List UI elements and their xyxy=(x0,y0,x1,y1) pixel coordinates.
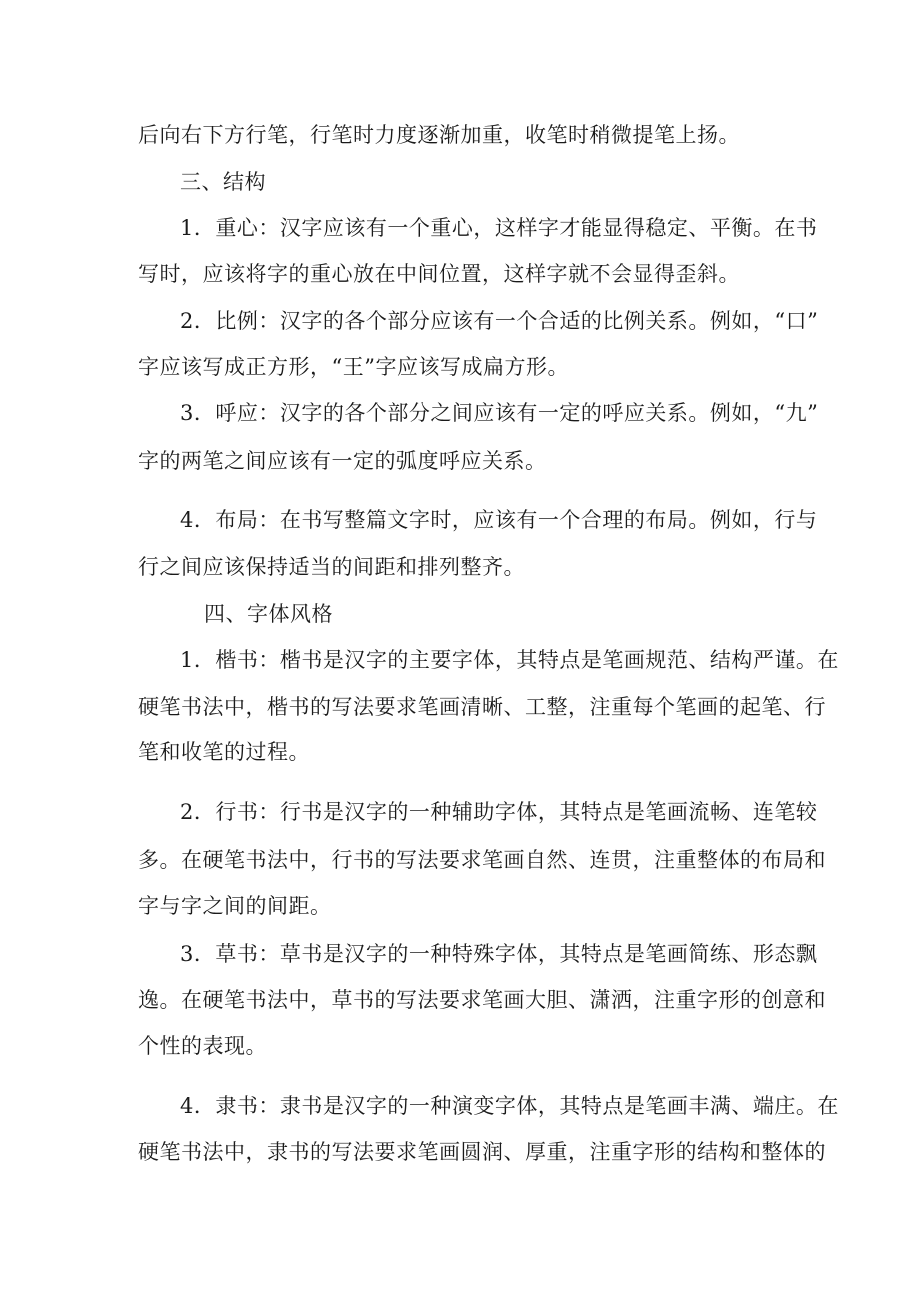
paragraph-line: 3．草书：草书是汉字的一种特殊字体，其特点是笔画简练、形态飘 xyxy=(180,942,818,966)
paragraph-line: 笔和收笔的过程。 xyxy=(138,740,310,764)
paragraph-line: 1．楷书：楷书是汉字的主要字体，其特点是笔画规范、结构严谨。在 xyxy=(180,648,839,672)
paragraph-line: 字与字之间的间距。 xyxy=(138,894,332,918)
paragraph-line: 硬笔书法中，楷书的写法要求笔画清晰、工整，注重每个笔画的起笔、行 xyxy=(138,695,826,719)
paragraph-line: 硬笔书法中，隶书的写法要求笔画圆润、厚重，注重字形的结构和整体的 xyxy=(138,1140,826,1164)
paragraph-line: 3．呼应：汉字的各个部分之间应该有一定的呼应关系。例如，“九” xyxy=(180,401,819,425)
paragraph-line: 逸。在硬笔书法中，草书的写法要求笔画大胆、潇洒，注重字形的创意和 xyxy=(138,988,826,1012)
paragraph-line: 个性的表现。 xyxy=(138,1034,267,1058)
paragraph-line: 4．隶书：隶书是汉字的一种演变字体，其特点是笔画丰满、端庄。在 xyxy=(180,1094,839,1118)
paragraph-line: 4．布局：在书写整篇文字时，应该有一个合理的布局。例如，行与 xyxy=(180,508,818,532)
paragraph-line: 2．比例：汉字的各个部分应该有一个合适的比例关系。例如，“口” xyxy=(180,309,819,333)
section-heading-structure: 三、结构 xyxy=(180,170,266,194)
paragraph-line: 2．行书：行书是汉字的一种辅助字体，其特点是笔画流畅、连笔较 xyxy=(180,800,818,824)
paragraph-line: 行之间应该保持适当的间距和排列整齐。 xyxy=(138,555,525,579)
section-heading-font-styles: 四、字体风格 xyxy=(204,602,333,626)
paragraph-line: 后向右下方行笔，行笔时力度逐渐加重，收笔时稍微提笔上扬。 xyxy=(138,123,740,147)
paragraph-line: 写时，应该将字的重心放在中间位置，这样字就不会显得歪斜。 xyxy=(138,262,740,286)
paragraph-line: 字应该写成正方形，“王”字应该写成扁方形。 xyxy=(138,355,569,379)
paragraph-line: 1．重心：汉字应该有一个重心，这样字才能显得稳定、平衡。在书 xyxy=(180,216,818,240)
paragraph-line: 多。在硬笔书法中，行书的写法要求笔画自然、连贯，注重整体的布局和 xyxy=(138,848,826,872)
paragraph-line: 字的两笔之间应该有一定的弧度呼应关系。 xyxy=(138,449,547,473)
